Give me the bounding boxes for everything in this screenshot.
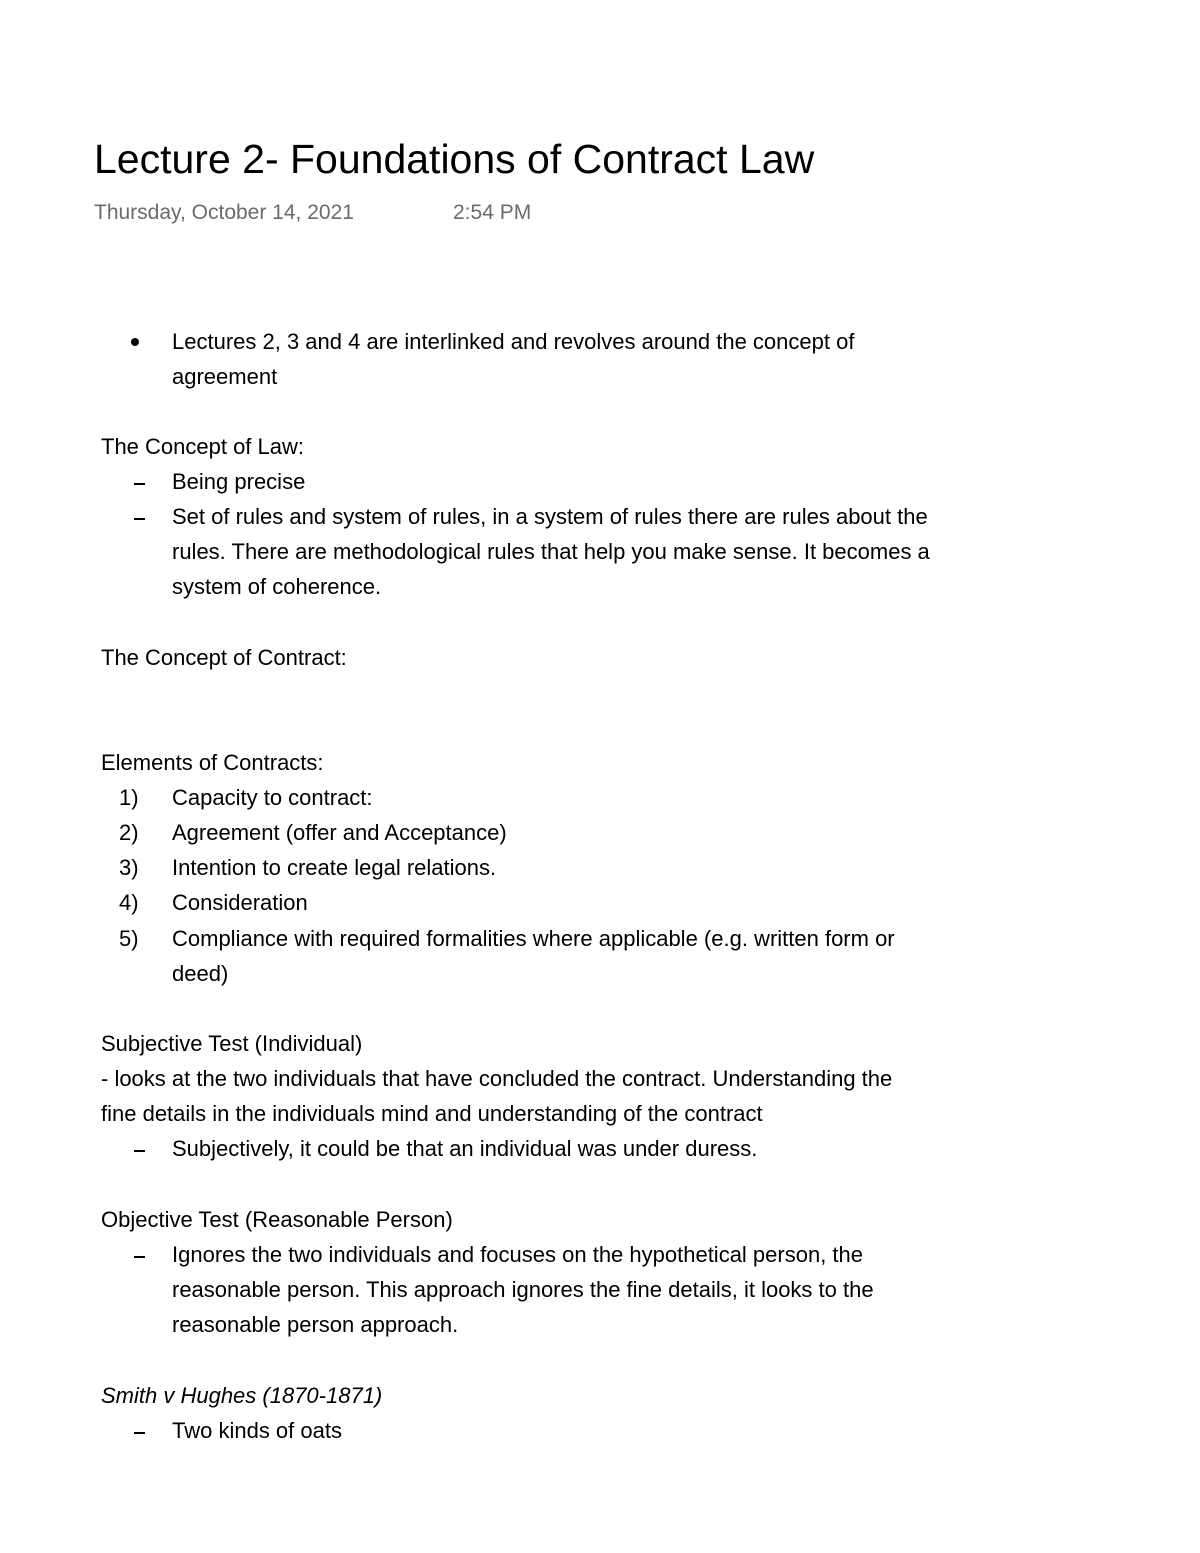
elements-heading: Elements of Contracts: — [101, 750, 324, 775]
concept-of-law-item-2-line-3: system of coherence. — [172, 574, 382, 599]
intro-bullet-line-2: agreement — [172, 364, 278, 389]
note-time: 2:54 PM — [453, 201, 532, 224]
element-item-2: Agreement (offer and Acceptance) — [172, 820, 507, 845]
objective-item-1-line-3: reasonable person approach. — [172, 1312, 459, 1337]
list-number: 1) — [119, 785, 139, 810]
dash-marker — [134, 518, 145, 520]
element-item-4: Consideration — [172, 890, 308, 915]
list-number: 3) — [119, 855, 139, 880]
intro-bullet-line-1: Lectures 2, 3 and 4 are interlinked and revolves around the concept of — [172, 329, 855, 354]
case-heading: Smith v Hughes (1870-1871) — [101, 1383, 383, 1408]
element-item-5-line-2: deed) — [172, 961, 229, 986]
concept-of-law-heading: The Concept of Law: — [101, 434, 305, 459]
concept-of-law-item-1: Being precise — [172, 469, 306, 494]
subjective-heading: Subjective Test (Individual) — [101, 1031, 363, 1056]
dash-marker — [134, 1150, 145, 1152]
objective-item-1-line-2: reasonable person. This approach ignores the fine details, it looks to the — [172, 1277, 874, 1302]
element-item-3: Intention to create legal relations. — [172, 855, 497, 880]
dash-marker — [134, 1432, 145, 1434]
subjective-paragraph-line-2: fine details in the individuals mind and understanding of the contract — [101, 1101, 763, 1126]
dash-marker — [134, 1256, 145, 1258]
note-date: Thursday, October 14, 2021 — [94, 201, 354, 224]
concept-of-law-item-2-line-2: rules. There are methodological rules that help you make sense. It becomes a — [172, 539, 930, 564]
bullet-dot — [131, 338, 139, 346]
subjective-paragraph-line-1: - looks at the two individuals that have concluded the contract. Understanding the — [101, 1066, 893, 1091]
page-title: Lecture 2- Foundations of Contract Law — [94, 136, 815, 182]
element-item-5-line-1: Compliance with required formalities where applicable (e.g. written form or — [172, 926, 895, 951]
concept-of-law-item-2-line-1: Set of rules and system of rules, in a system of rules there are rules about the — [172, 504, 928, 529]
concept-of-contract-heading: The Concept of Contract: — [101, 645, 347, 670]
dash-marker — [134, 483, 145, 485]
case-item-1: Two kinds of oats — [172, 1418, 342, 1440]
list-number: 5) — [119, 926, 139, 951]
list-number: 2) — [119, 820, 139, 845]
objective-item-1-line-1: Ignores the two individuals and focuses on the hypothetical person, the — [172, 1242, 864, 1267]
objective-heading: Objective Test (Reasonable Person) — [101, 1207, 453, 1232]
element-item-1: Capacity to contract: — [172, 785, 373, 810]
list-number: 4) — [119, 890, 139, 915]
subjective-item-1: Subjectively, it could be that an individual was under duress. — [172, 1136, 758, 1161]
